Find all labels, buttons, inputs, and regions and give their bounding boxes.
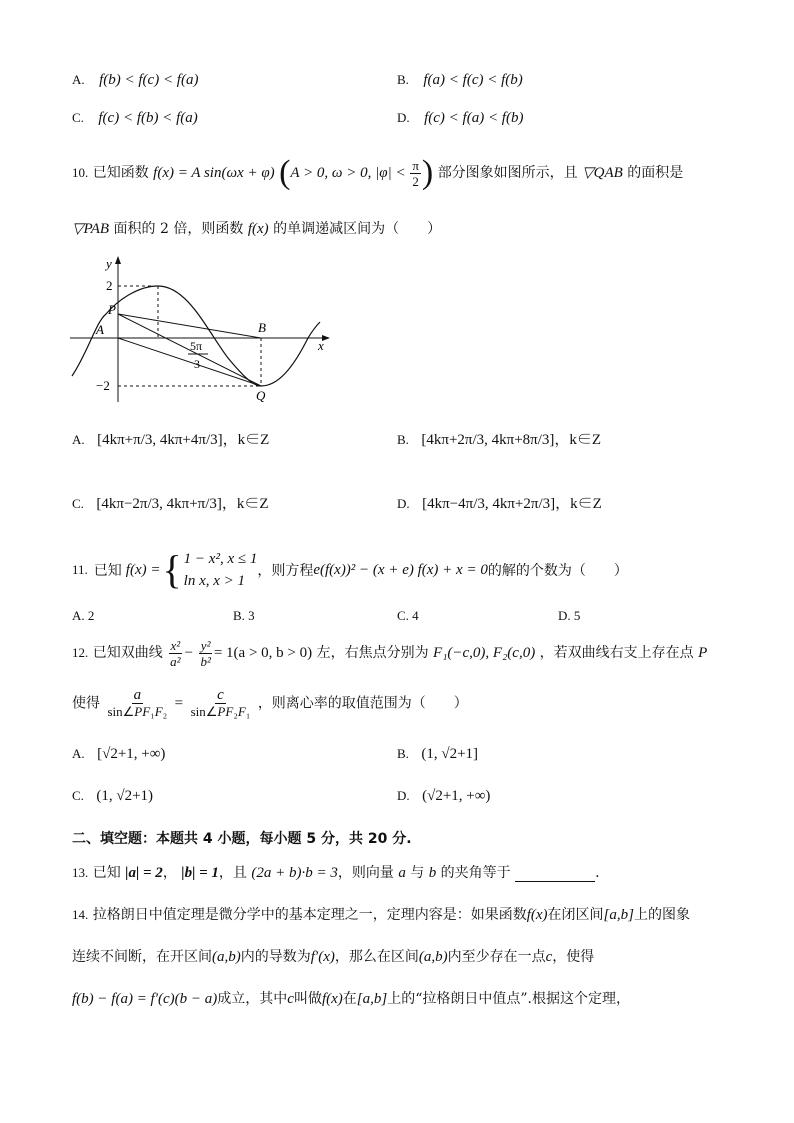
hyperbola-eq: $\frac{\text{x²}}{\text{a²}}$ − $\frac{\text{y²}}{\text{b²}}$ = 1(a > 0, b > 0) (170, 638, 313, 669)
derivative: f′(x) (310, 949, 335, 965)
ratio-left: $\frac{a}{\text{sin∠PF₁F₂}}$ (107, 687, 168, 719)
stem-text: 上的“拉格朗日中值点”.根据这个定理， (387, 991, 630, 1007)
stem-text: 拉格朗日中值定理是微分学中的基本定理之一，定理内容是：如果函数 (92, 907, 527, 923)
function-ref: f(x) = (125, 561, 161, 578)
stem-text: ，则离心率的取值范围为（ ） (257, 695, 468, 712)
segment-pb (118, 314, 261, 338)
function-ref: f(x) (526, 907, 548, 923)
x-axis-label: x (318, 338, 324, 353)
point-label-q: Q (256, 388, 266, 403)
interval-closed: [a,b] (356, 991, 388, 1007)
stem-text: 面积的 2 倍，则函数 (113, 221, 244, 237)
stem-text: ，则向量 (337, 865, 394, 881)
tick-label-neg2: −2 (96, 378, 110, 393)
q9-option-d (397, 110, 523, 127)
option-expr: f(b) < f(c) < f(a) (99, 72, 199, 88)
section-heading: 二、填空题：本题共 4 小题，每小题 5 分，共 20 分. (72, 831, 412, 847)
q9-option-b (397, 72, 523, 89)
y-axis-label: y (106, 256, 112, 271)
stem-text: 已知函数 (92, 165, 149, 181)
q11-stem (72, 548, 628, 592)
q10-stem-line1 (72, 156, 683, 190)
point-c: c (545, 949, 553, 965)
stem-text: 的单调递减区间为（ ） (273, 221, 442, 237)
stem-text: ，且 (218, 865, 247, 881)
stem-text: 的面积是 (627, 165, 684, 181)
option-expr: [4kπ−4π/3, 4kπ+2π/3]，k∈Z (422, 496, 602, 512)
tick-label-3: 3 (194, 357, 200, 371)
option-label: C. (72, 110, 84, 125)
stem-text: 已知双曲线 (92, 644, 163, 661)
option-label: A. (72, 746, 85, 761)
interval-open: (a,b) (212, 949, 241, 965)
condition: A > 0, ω > 0, |φ| < $\frac{\pi}{2}$ (290, 158, 419, 190)
tick-label-5pi: 5π (190, 339, 203, 353)
paren-close: ) (421, 154, 434, 191)
stem-text: 已知 (93, 563, 122, 579)
option-label: D. (397, 496, 410, 511)
q12-option-d (397, 788, 490, 805)
option-label: C. (72, 496, 84, 511)
brace: { (162, 547, 182, 592)
tick-label-2: 2 (106, 278, 113, 293)
stem-text: 已知 (92, 865, 121, 881)
condition-b: |b| = 1 (181, 865, 219, 881)
function-ref: f(x) (247, 221, 269, 237)
q10-option-b (397, 428, 601, 449)
option-label: D. (397, 788, 410, 803)
paren-open: ( (279, 154, 291, 191)
stem-text: 内的导数为 (240, 949, 311, 965)
option-label: A. (72, 432, 85, 447)
q11-option-c: C. 4 (397, 608, 419, 623)
option-expr: f(a) < f(c) < f(b) (423, 72, 523, 88)
stem-text: 内至少存在一点 (447, 949, 546, 965)
stem-text: 叫做 (293, 991, 322, 1007)
stem-text: 左，右焦点分别为 (316, 644, 429, 661)
stem-text: ，使得 (552, 949, 595, 965)
question-number: 13. (72, 865, 89, 880)
y-axis-arrow (115, 256, 121, 264)
stem-text: 的夹角等于 (440, 865, 511, 881)
function-ref: f(x) (321, 991, 343, 1007)
vector-a: a (398, 865, 406, 881)
option-label: B. (397, 432, 409, 447)
triangle-pab: ▽PAB (72, 221, 110, 237)
q12-option-b (397, 746, 478, 763)
stem-text: 使得 (72, 695, 100, 712)
point-c: c (287, 991, 294, 1007)
q14-line1 (72, 904, 690, 924)
interval-open: (a,b) (418, 949, 448, 965)
option-label: A. (72, 72, 85, 87)
vector-b: b (428, 865, 437, 881)
point-label-b: B (258, 320, 266, 335)
sine-curve (72, 286, 320, 386)
q10-stem-line2 (72, 218, 441, 238)
stem-text: 在 (342, 991, 357, 1007)
option-expr: [4kπ+π/3, 4kπ+4π/3]，k∈Z (97, 432, 270, 448)
option-expr: (1, √2+1) (96, 788, 154, 804)
stem-text: ，那么在区间 (334, 949, 419, 965)
sine-graph (68, 252, 338, 404)
condition-a: |a| = 2 (125, 865, 163, 881)
q11-option-a: A. 2 (72, 608, 95, 623)
mvt-equation: f(b) − f(a) = f′(c)(b − a) (72, 991, 218, 1007)
stem-text: 的解的个数为（ ） (487, 563, 628, 579)
point-label-a: A (96, 322, 104, 337)
q12-option-c (72, 788, 153, 805)
ratio-right: $\frac{c}{\text{sin∠PF₂F₁}}$ (190, 687, 251, 719)
piecewise (184, 548, 258, 592)
option-label: B. (397, 72, 409, 87)
q9-option-c (72, 110, 198, 127)
option-expr: f(c) < f(b) < f(a) (98, 110, 198, 126)
q10-option-a (72, 428, 269, 449)
condition-dot: (2a + b)·b = 3 (251, 865, 338, 881)
answer-blank[interactable] (515, 869, 595, 882)
option-expr: [4kπ+2π/3, 4kπ+8π/3]，k∈Z (421, 432, 602, 448)
option-expr: [4kπ−2π/3, 4kπ+π/3]，k∈Z (96, 496, 269, 512)
q11-option-d: D. 5 (558, 608, 581, 623)
question-number: 10. (72, 165, 89, 180)
point-p: P (698, 644, 708, 661)
stem-text: ，若双曲线右支上存在点 (539, 644, 694, 661)
q10-option-c (72, 492, 269, 513)
option-expr: (1, √2+1] (421, 746, 479, 762)
q14-line3 (72, 988, 630, 1008)
stem-text: 部分图象如图所示，且 (437, 165, 578, 181)
question-number: 12. (72, 644, 89, 660)
stem-text: 与 (410, 865, 425, 881)
function-def: f(x) = A sin(ωx + φ) (153, 165, 275, 181)
option-label: D. (397, 110, 410, 125)
case-2: ln x, x > 1 (183, 573, 246, 589)
equation: e(f(x))² − (x + e) f(x) + x = 0 (313, 561, 488, 578)
point-label-p: P (108, 302, 116, 317)
option-expr: (√2+1, +∞) (422, 788, 491, 804)
stem-text: 连续不间断，在开区间 (72, 949, 212, 965)
option-label: B. (397, 746, 409, 761)
q10-option-d (397, 492, 602, 513)
case-1: 1 − x², x ≤ 1 (183, 551, 258, 567)
q9-option-a (72, 72, 198, 89)
q12-stem-line1 (72, 638, 707, 669)
q12-option-a (72, 746, 165, 763)
interval-closed: [a,b] (603, 907, 634, 923)
stem-text: ，则方程 (257, 563, 314, 579)
q13-stem: 13. 已知 |a| = 2， |b| = 1，且 (2a + b)·b = 3，则向量 a 与 b 的夹角等于 . (72, 865, 600, 881)
question-number: 14. (72, 907, 89, 922)
foci: F₁(−c,0), F₂(c,0) (433, 644, 536, 661)
q11-option-b: B. 3 (233, 608, 255, 623)
q14-line2 (72, 946, 594, 966)
q12-stem-line2: 使得 $\frac{a}{\text{sin∠PF₁F₂}}$ = $\frac{c}{\text{sin∠PF₂F₁}}$ ，则离心率的取值范围为（ ） (72, 687, 468, 719)
option-expr: [√2+1, +∞) (97, 746, 166, 762)
question-number: 11. (72, 562, 88, 577)
option-expr: f(c) < f(a) < f(b) (424, 110, 524, 126)
stem-text: 在闭区间 (547, 907, 604, 923)
stem-text: 上的图象 (633, 907, 690, 923)
option-label: C. (72, 788, 84, 803)
triangle-qab: ▽QAB (582, 165, 623, 181)
stem-text: 成立，其中 (217, 991, 288, 1007)
